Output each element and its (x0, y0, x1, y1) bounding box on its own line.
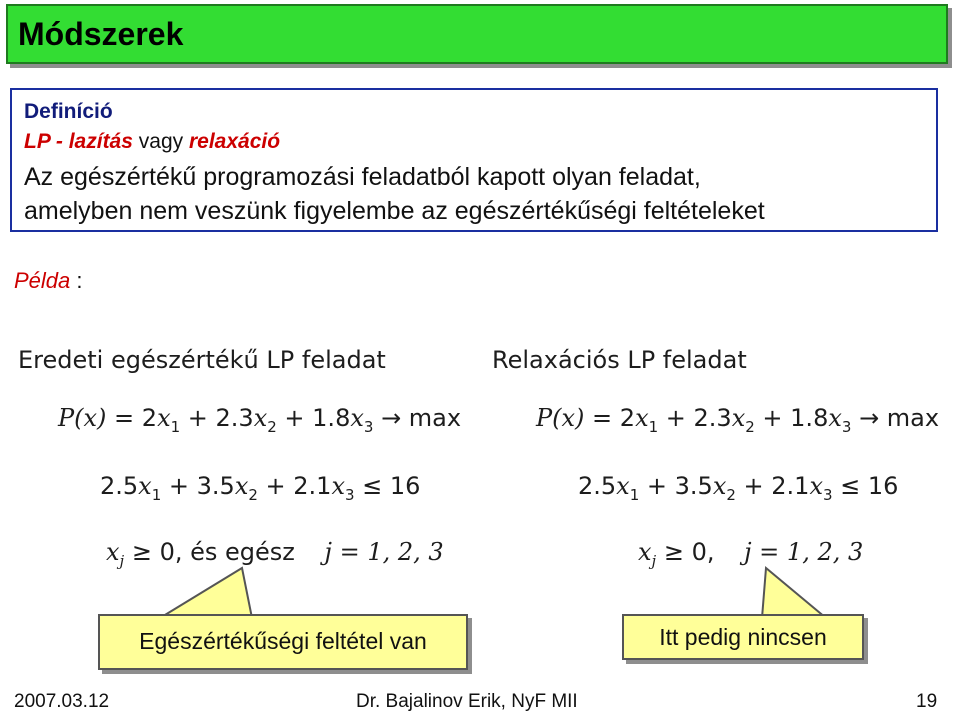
right-heading: Relaxációs LP feladat (492, 346, 747, 374)
right-con-rhs: ≤ 16 (832, 472, 899, 500)
left-obj-eq: = 2 (106, 404, 158, 432)
right-obj-term2: + 2.3 (658, 404, 732, 432)
right-obj-eq: = 2 (584, 404, 636, 432)
definition-heading: Definíció (24, 100, 113, 123)
var-x: x (638, 538, 652, 566)
left-obj-lhs: P(x) (58, 404, 107, 432)
right-con-term3: + 2.1 (735, 472, 810, 500)
var-x: x (106, 538, 120, 566)
left-nonneg: ≥ 0, (124, 538, 183, 566)
right-obj-lhs: P(x) (536, 404, 585, 432)
var-x: x (157, 404, 171, 432)
left-obj-term2: + 2.3 (180, 404, 254, 432)
sub-3: 3 (363, 417, 374, 436)
left-con-term2: + 3.5 (161, 472, 235, 500)
left-callout: Egészértékűségi feltétel van (98, 614, 468, 670)
footer-page-number: 19 (916, 691, 938, 712)
left-heading: Eredeti egészértékű LP feladat (18, 346, 386, 374)
right-con-term1: 2.5 (578, 472, 617, 500)
slide-title: Módszerek (18, 16, 184, 52)
right-con-term2: + 3.5 (639, 472, 713, 500)
var-x: x (712, 472, 727, 500)
var-x: x (138, 472, 152, 500)
left-callout-pointer (160, 568, 252, 618)
var-x: x (635, 404, 649, 432)
left-obj-term3: + 1.8 (276, 404, 351, 432)
relaxation-term: relaxáció (188, 130, 281, 153)
sub-3: 3 (841, 417, 852, 436)
right-index-range: j = 1, 2, 3 (744, 538, 864, 566)
var-x: x (828, 404, 842, 432)
footer-author: Dr. Bajalinov Erik, NyF MII (356, 691, 578, 712)
lp-relaxation-term: LP - lazítás (24, 130, 133, 153)
left-integer-condition: és egész (190, 538, 295, 566)
sub-2: 2 (726, 485, 736, 504)
right-callout: Itt pedig nincsen (622, 614, 864, 660)
var-x: x (731, 404, 746, 432)
right-obj-max: → max (851, 404, 940, 432)
definition-text-line-2: amelyben nem veszünk figyelembe az egészértékűségi feltételeket (24, 197, 765, 225)
left-con-term3: + 2.1 (257, 472, 332, 500)
sub-1: 1 (629, 485, 640, 504)
footer-date: 2007.03.12 (14, 691, 110, 712)
sub-j: j (119, 551, 125, 570)
sub-1: 1 (170, 417, 181, 436)
left-con-term1: 2.5 (100, 472, 139, 500)
right-callout-pointer (762, 568, 826, 618)
sub-1: 1 (151, 485, 162, 504)
sub-2: 2 (267, 417, 277, 436)
var-x: x (234, 472, 249, 500)
definition-text-line-1: Az egészértékű programozási feladatból kapott olyan feladat, (24, 163, 701, 191)
sub-3: 3 (823, 485, 833, 504)
sub-1: 1 (648, 417, 659, 436)
sub-3: 3 (345, 485, 355, 504)
example-colon: : (70, 268, 83, 293)
right-obj-term3: + 1.8 (754, 404, 829, 432)
var-x: x (809, 472, 823, 500)
var-x: x (331, 472, 345, 500)
var-x: x (616, 472, 630, 500)
or-word: vagy (138, 130, 184, 153)
sub-j: j (651, 551, 657, 570)
example-word: Példa (14, 268, 71, 293)
left-obj-max: → max (373, 404, 462, 432)
sub-2: 2 (248, 485, 258, 504)
var-x: x (350, 404, 364, 432)
left-con-rhs: ≤ 16 (354, 472, 421, 500)
right-nonneg: ≥ 0, (656, 538, 715, 566)
sub-2: 2 (745, 417, 755, 436)
left-index-range: j = 1, 2, 3 (324, 538, 444, 566)
var-x: x (253, 404, 268, 432)
